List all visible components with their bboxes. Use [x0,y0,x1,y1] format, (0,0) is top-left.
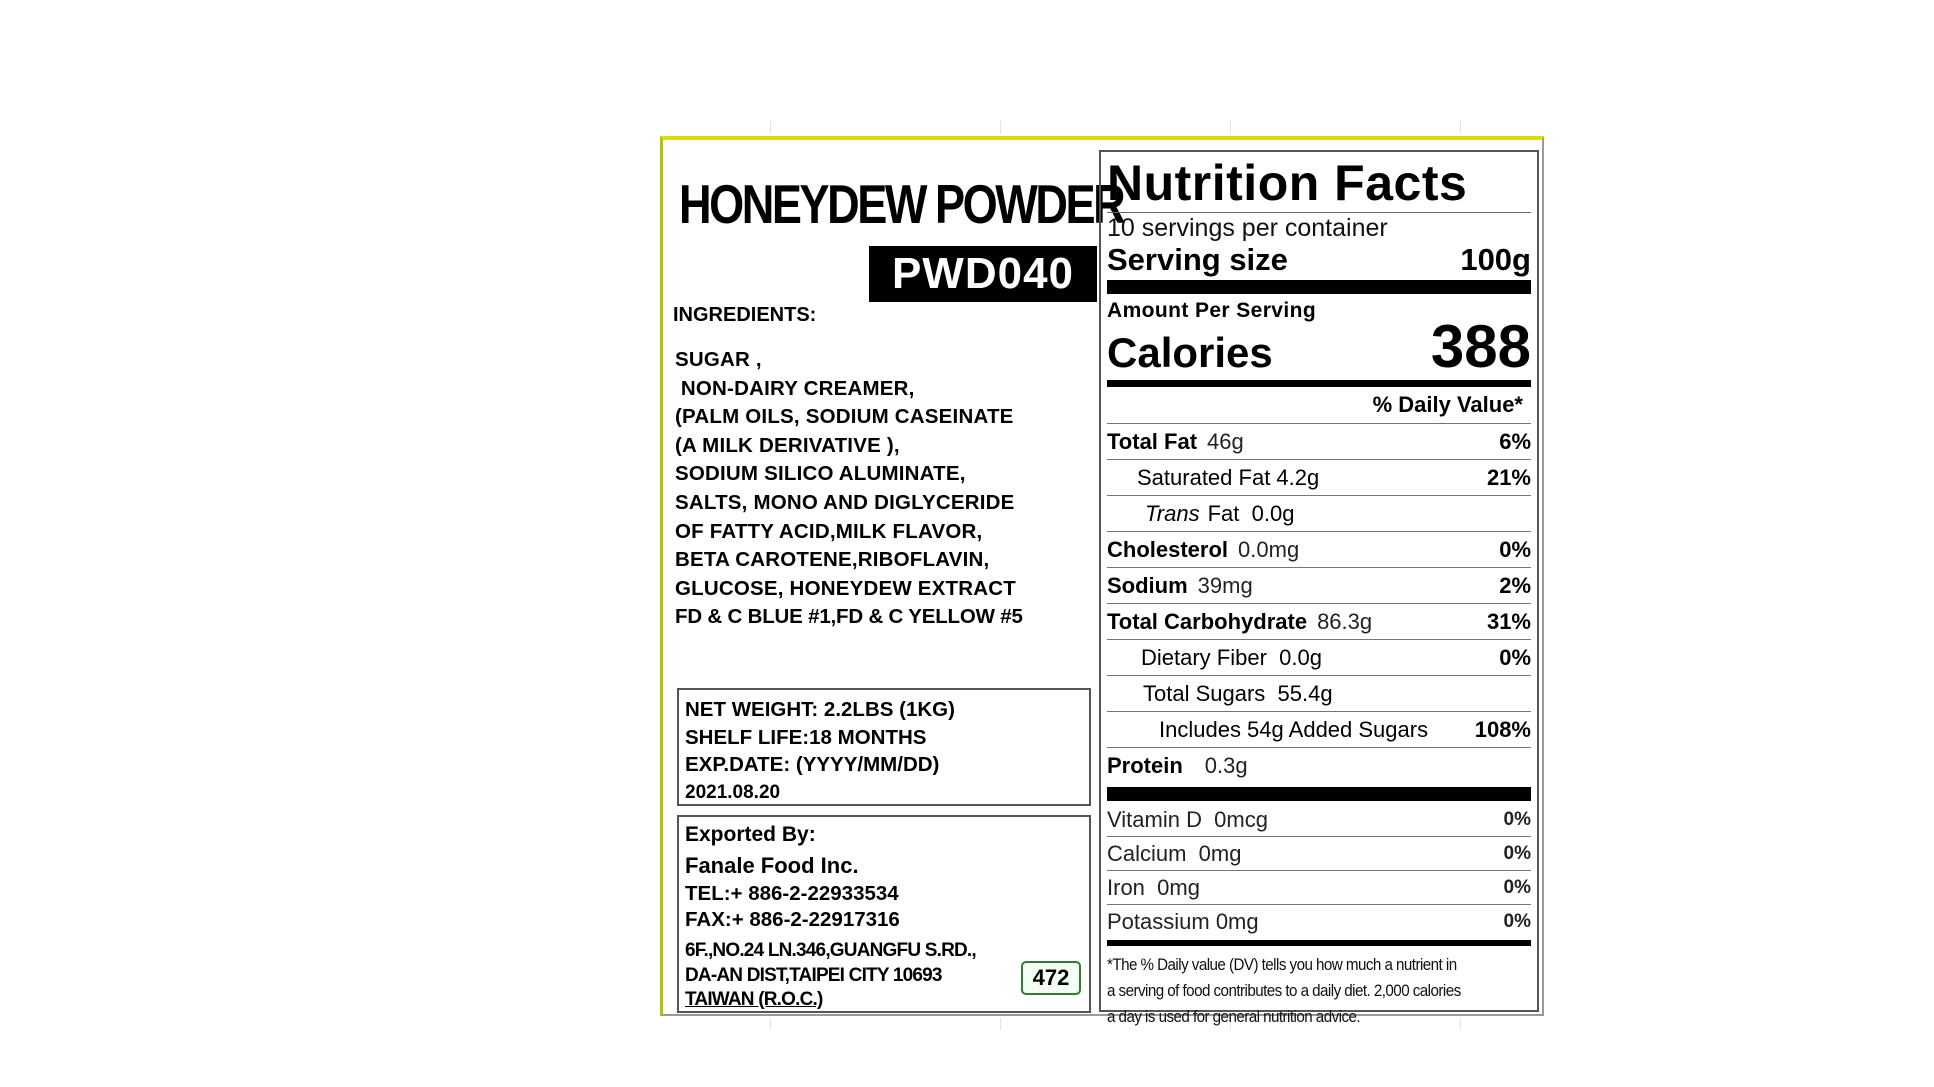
nutrient-row-protein [1107,747,1531,783]
nutrient-percent: 2% [1499,572,1531,598]
product-label [660,136,1544,1026]
nutrition-facts-panel [1099,150,1539,1026]
nutrient-row-total-fat [1107,423,1531,459]
nutrient-row-cholesterol [1107,531,1531,567]
serving-size-row [1107,243,1531,277]
nutrition-facts-title: Nutrition Facts [1107,155,1468,211]
mineral-percent: 0% [1503,842,1531,864]
exporter-address-line: 6F.,NO.24 LN.346,GUANGFU S.RD., [685,940,976,961]
daily-value-header: % Daily Value* [1372,392,1523,417]
nutrient-amount: 0.0mg [1238,536,1300,562]
calories-label: Calories [1107,329,1273,376]
nutrient-label: Protein [1107,752,1183,778]
mineral-row-iron [1107,871,1531,905]
ingredient-line: OF FATTY ACID,MILK FLAVOR, [675,519,983,543]
exp-date-label: EXP.DATE: (YYYY/MM/DD) [685,753,940,776]
nutrient-percent: 108% [1474,716,1531,742]
exporter-address-line: TAIWAN (R.O.C.) [685,989,823,1010]
product-code-badge: PWD040 [869,246,1097,302]
mineral-row-potassium [1107,905,1531,938]
package-info-box [677,688,1091,806]
nutrient-row-total-carbohydrate [1107,603,1531,639]
net-weight: NET WEIGHT: 2.2LBS (1KG) [685,698,955,721]
nutrient-label: Dietary Fiber 0.0g [1141,644,1322,670]
footnote-line: a serving of food contributes to a daily diet. 2,000 calories [1107,982,1461,1000]
calories-value: 388 [1430,313,1531,380]
nutrient-label: Total Sugars 55.4g [1143,680,1333,706]
nutrient-percent: 6% [1499,428,1531,454]
calories-row [1107,313,1531,380]
nutrient-label: Total Carbohydrate [1107,608,1308,634]
nutrient-label-italic: Trans [1145,500,1200,526]
mineral-label: Potassium 0mg [1107,908,1259,934]
grid-tick [1000,1018,1001,1030]
thick-divider [1107,787,1531,801]
thick-divider [1107,280,1531,294]
serving-size-value: 100g [1460,242,1531,277]
exporter-address-line: DA-AN DIST,TAIPEI CITY 10693 [685,964,942,986]
medium-divider [1107,940,1531,946]
nutrient-row-trans-fat [1107,495,1531,531]
ingredient-line: NON-DAIRY CREAMER, [675,376,915,400]
amount-per-serving: Amount Per Serving [1107,299,1317,322]
nutrient-label: Includes 54g Added Sugars [1159,716,1429,742]
grid-tick [770,120,771,134]
nutrient-percent: 0% [1499,536,1531,562]
mineral-label: Iron 0mg [1107,874,1200,900]
medium-divider [1107,380,1531,387]
nutrient-percent: 21% [1486,464,1531,490]
nutrient-label: Cholesterol [1107,536,1229,562]
nutrient-label: Sodium [1107,572,1188,598]
nutrient-label: Total Fat [1107,428,1198,454]
mineral-row-calcium [1107,837,1531,871]
product-name: HONEYDEW POWDER [679,173,1124,235]
nutrient-row-dietary-fiber [1107,639,1531,675]
product-info-panel [669,150,1124,1012]
nutrient-amount: 86.3g [1317,608,1373,634]
footnote-line: *The % Daily value (DV) tells you how much a nutrient in [1107,956,1457,974]
servings-per-container: 10 servings per container [1107,214,1388,242]
ingredient-line: SODIUM SILICO ALUMINATE, [675,462,966,486]
ingredients-list [675,346,1105,632]
nutrient-row-saturated-fat [1107,459,1531,495]
ingredient-line: SUGAR , [675,348,762,371]
mineral-percent: 0% [1503,910,1531,932]
nutrient-label: Fat 0.0g [1207,500,1295,526]
nutrient-amount: 0.3g [1204,752,1248,778]
mineral-row-vitamin-d [1107,803,1531,837]
exporter-company: Fanale Food Inc. [685,853,859,878]
ingredient-line: (PALM OILS, SODIUM CASEINATE [675,405,1014,429]
daily-value-footnote [1107,952,1530,1030]
serving-size-label: Serving size [1107,242,1288,277]
shelf-life: SHELF LIFE:18 MONTHS [685,725,927,749]
exporter-box [677,815,1091,1013]
exporter-tel: TEL:+ 886-2-22933534 [685,882,899,905]
footnote-line: a day is used for general nutrition advice. [1107,1008,1361,1026]
exp-date: 2021.08.20 [685,781,781,803]
mineral-percent: 0% [1503,808,1531,830]
exporter-fax: FAX:+ 886-2-22917316 [685,908,900,931]
ingredient-line: BETA CAROTENE,RIBOFLAVIN, [675,548,990,572]
exporter-label: Exported By: [685,823,816,846]
grid-tick [770,1018,771,1030]
nutrient-row-sodium [1107,567,1531,603]
nutrient-amount: 39mg [1197,572,1253,598]
ingredient-line: (A MILK DERIVATIVE ), [675,433,900,457]
nutrient-row-added-sugars [1107,711,1531,747]
nutrient-row-total-sugars [1107,675,1531,711]
nutrient-amount: 46g [1207,428,1244,454]
ingredients-heading: INGREDIENTS: [673,304,817,326]
nutrient-percent: 31% [1486,608,1531,634]
mineral-label: Vitamin D 0mcg [1107,806,1268,832]
ingredient-line: SALTS, MONO AND DIGLYCERIDE [675,490,1015,514]
mineral-percent: 0% [1503,876,1531,898]
grid-tick [1000,120,1001,134]
ingredient-line: FD & C BLUE #1,FD & C YELLOW #5 [675,605,1023,629]
nutrient-label: Saturated Fat 4.2g [1137,464,1320,490]
mineral-label: Calcium 0mg [1107,840,1242,866]
grid-tick [1230,120,1231,134]
lot-number-badge: 472 [1021,961,1081,995]
grid-tick [1460,120,1461,134]
ingredient-line: GLUCOSE, HONEYDEW EXTRACT [675,576,1016,600]
nutrient-percent: 0% [1499,644,1531,670]
